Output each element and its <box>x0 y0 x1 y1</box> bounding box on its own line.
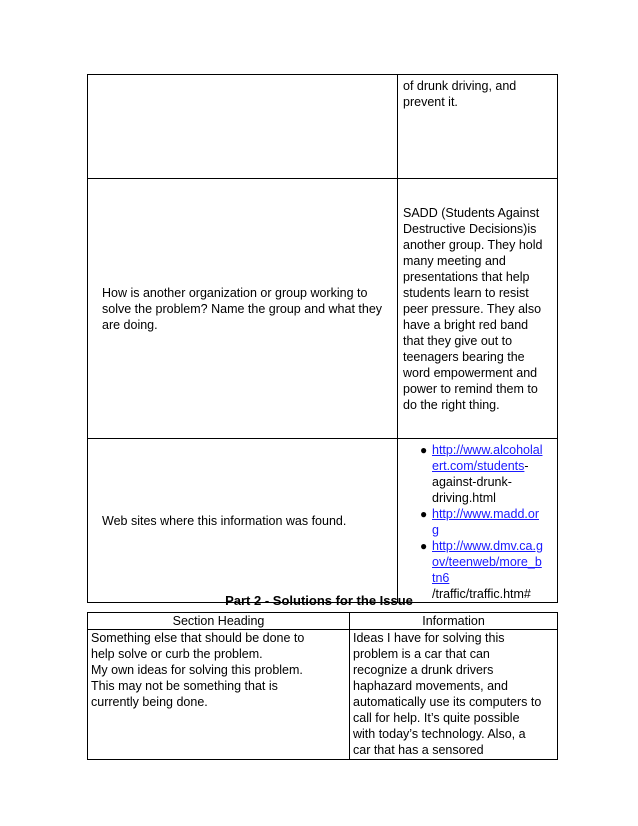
text-line: haphazard movements, and <box>353 679 508 693</box>
text-line: help solve or curb the problem. <box>91 647 263 661</box>
website-link[interactable]: http://www.alcoholal <box>432 443 543 457</box>
section-title: Part 2 - Solutions for the Issue <box>225 593 413 608</box>
information-cell <box>350 630 558 760</box>
research-table <box>87 74 558 603</box>
text-line: against-drunk- <box>432 475 512 489</box>
text-line: another group. They hold <box>403 237 543 252</box>
website-link[interactable]: http://www.dmv.ca.g <box>432 539 543 553</box>
answer-cell <box>398 439 558 603</box>
text-line: that they give out to <box>403 333 513 348</box>
text-line: prevent it. <box>403 95 458 109</box>
text-line: students learn to resist <box>403 285 529 300</box>
text-line: recognize a drunk drivers <box>353 663 494 677</box>
question-line: Web sites where this information was found. <box>102 513 347 528</box>
text-line: Something else that should be done to <box>91 631 305 645</box>
text-line: do the right thing. <box>403 397 500 412</box>
question-cell <box>88 179 398 439</box>
column-header: Information <box>350 613 558 630</box>
bullet-icon: ● <box>420 507 428 521</box>
text-line: word empowerment and <box>403 365 538 380</box>
list-item <box>398 506 557 538</box>
website-link[interactable]: http://www.madd.or <box>432 507 539 521</box>
text-line: many meeting and <box>403 253 506 268</box>
text-line: driving.html <box>432 491 496 505</box>
header-row <box>88 613 558 630</box>
text-line: teenagers bearing the <box>403 349 525 364</box>
text-line: This may not be something that is <box>91 679 278 693</box>
question-line: solve the problem? Name the group and what they <box>102 301 383 316</box>
section-heading-cell <box>88 630 350 760</box>
text-line: power to remind them to <box>403 381 538 396</box>
text-line: presentations that help <box>403 269 530 284</box>
text-line: Ideas I have for solving this <box>353 631 505 645</box>
question-line: How is another organization or group working to <box>102 285 368 300</box>
website-link[interactable]: ert.com/students <box>432 459 525 473</box>
table-row <box>88 75 558 179</box>
table-row <box>88 179 558 439</box>
table-row <box>88 630 558 760</box>
question-cell <box>88 439 398 603</box>
question-cell <box>88 75 398 179</box>
text-line: peer pressure. They also <box>403 301 542 316</box>
text-line: problem is a car that can <box>353 647 490 661</box>
text-line: Destructive Decisions)is <box>403 221 537 236</box>
text-line: have a bright red band <box>403 317 529 332</box>
question-line: are doing. <box>102 317 158 332</box>
column-header: Section Heading <box>88 613 350 630</box>
text-line: car that has a sensored <box>353 743 484 757</box>
text-line: with today’s technology. Also, a <box>353 727 526 741</box>
website-link[interactable]: ov/teenweb/more_b <box>432 555 542 569</box>
website-link[interactable]: g <box>432 523 439 537</box>
link-list <box>398 442 557 602</box>
table-row <box>88 439 558 603</box>
list-item <box>398 442 557 506</box>
website-link[interactable]: tn6 <box>432 571 450 585</box>
text-line: /traffic/traffic.htm# <box>432 587 531 601</box>
text-line: automatically use its computers to <box>353 695 542 709</box>
bullet-icon: ● <box>420 539 428 553</box>
answer-cell <box>398 179 558 439</box>
bullet-icon: ● <box>420 443 428 457</box>
text-line: of drunk driving, and <box>403 79 517 93</box>
text-line: call for help. It’s quite possible <box>353 711 520 725</box>
text-line: currently being done. <box>91 695 208 709</box>
text-line: SADD (Students Against <box>403 205 540 220</box>
answer-cell <box>398 75 558 179</box>
text-line: My own ideas for solving this problem. <box>91 663 303 677</box>
link-suffix: - <box>524 459 529 473</box>
solutions-table <box>87 612 558 760</box>
